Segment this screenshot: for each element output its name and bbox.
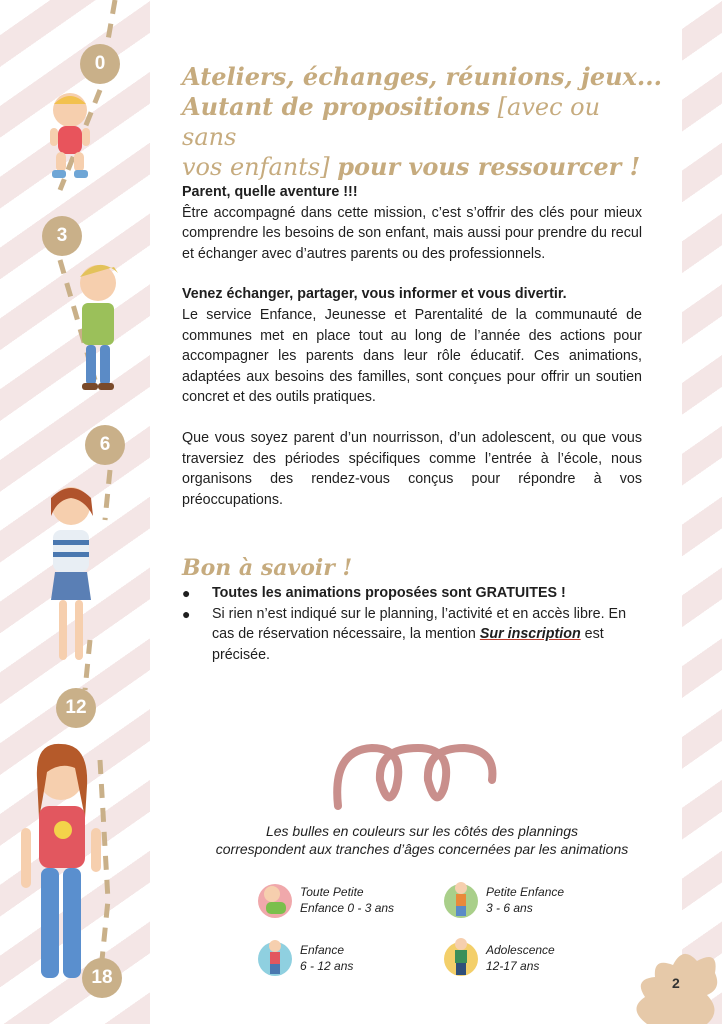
young-child-illustration [68, 255, 128, 400]
bullet-2-pre: Si rien n’est indiqué sur le planning, l’activité et en accès libre. En cas de réservation nécessaire, la mention [212, 605, 627, 643]
bullet-2-text [212, 604, 642, 666]
headline-line-3-light: vos enfants] [182, 153, 338, 181]
page-headline [182, 62, 662, 182]
bon-a-savoir-title: Bon à savoir ! [182, 555, 353, 581]
legend-item-enfance [258, 942, 353, 976]
legend-name: Enfance [300, 943, 345, 957]
caption-line-1: Les bulles en couleurs sur les côtés des plannings [265, 823, 579, 839]
legend-item-petite-enfance [444, 884, 564, 918]
legend-name: Petite Enfance [486, 885, 565, 899]
section-2-title: Venez échanger, partager, vous informer et vous divertir. [182, 286, 567, 303]
age-badge-3: 3 [42, 216, 82, 256]
section-3-text: Que vous soyez parent d’un nourrisson, d’un adolescent, ou que vous traversiez des périodes spécifiques comme l’entrée à l’école, nous organisons des rendez-vous conçus pour répondre à vos préoccupations. [182, 429, 642, 508]
kid-icon [258, 942, 292, 976]
page-number: 2 [672, 975, 680, 991]
baby-icon [258, 884, 292, 918]
bullet-icon: ● [182, 585, 191, 601]
age-badge-18: 18 [82, 958, 122, 998]
legend-range: 12-17 ans [486, 959, 540, 973]
caption-line-2: correspondent aux tranches d’âges concernées par les animations [215, 841, 629, 857]
legend-range: Enfance 0 - 3 ans [300, 901, 395, 915]
legend-name: Adolescence [486, 943, 555, 957]
teen-girl-illustration [15, 738, 110, 1000]
age-badge-0: 0 [80, 44, 120, 84]
age-badge-6: 6 [85, 425, 125, 465]
bullet-2-post: est précisée. [212, 626, 604, 663]
bon-a-savoir-list [182, 583, 642, 665]
girl-child-illustration [35, 478, 105, 673]
spiral-decoration [332, 740, 502, 812]
legend-caption [182, 822, 662, 858]
bullet-icon: ● [182, 605, 191, 622]
list-item [182, 604, 642, 666]
legend-item-adolescence [444, 942, 555, 976]
sur-inscription-label: Sur inscription [479, 626, 581, 643]
right-stripe-background [682, 0, 722, 1024]
bullet-1-text: Toutes les animations proposées sont GRATUITES ! [212, 585, 566, 601]
intro-body [182, 182, 642, 530]
section-1-text: Être accompagné dans cette mission, c’est s’offrir des clés pour mieux comprendre les besoins de son enfant, mais aussi pour prendre du recul et échanger avec d’autres parents ou des professionnels. [182, 204, 642, 262]
age-badge-12: 12 [56, 688, 96, 728]
teen-icon [444, 942, 478, 976]
child-icon [444, 884, 478, 918]
legend-range: 3 - 6 ans [486, 901, 533, 915]
section-1-title: Parent, quelle aventure !!! [182, 184, 358, 200]
list-item [182, 583, 642, 604]
section-2-text: Le service Enfance, Jeunesse et Parentalité de la communauté de communes met en place tout au long de l’année des actions pour accompagner les parents dans leur rôle éducatif. Ces animations, adaptées aux besoins des familles, sont conçues pour offrir un soutien concret et des outils pratiques. [182, 306, 642, 406]
legend-range: 6 - 12 ans [300, 959, 354, 973]
headline-line-2-light: [avec ou sans [182, 93, 601, 151]
baby-illustration [40, 88, 100, 183]
headline-line-1: Ateliers, échanges, réunions, jeux... [182, 62, 662, 91]
headline-line-2-bold: Autant de propositions [182, 92, 491, 121]
legend-name: Toute Petite [300, 885, 364, 899]
headline-line-3-bold: pour vous ressourcer ! [337, 152, 641, 181]
legend-item-toute-petite [258, 884, 394, 918]
